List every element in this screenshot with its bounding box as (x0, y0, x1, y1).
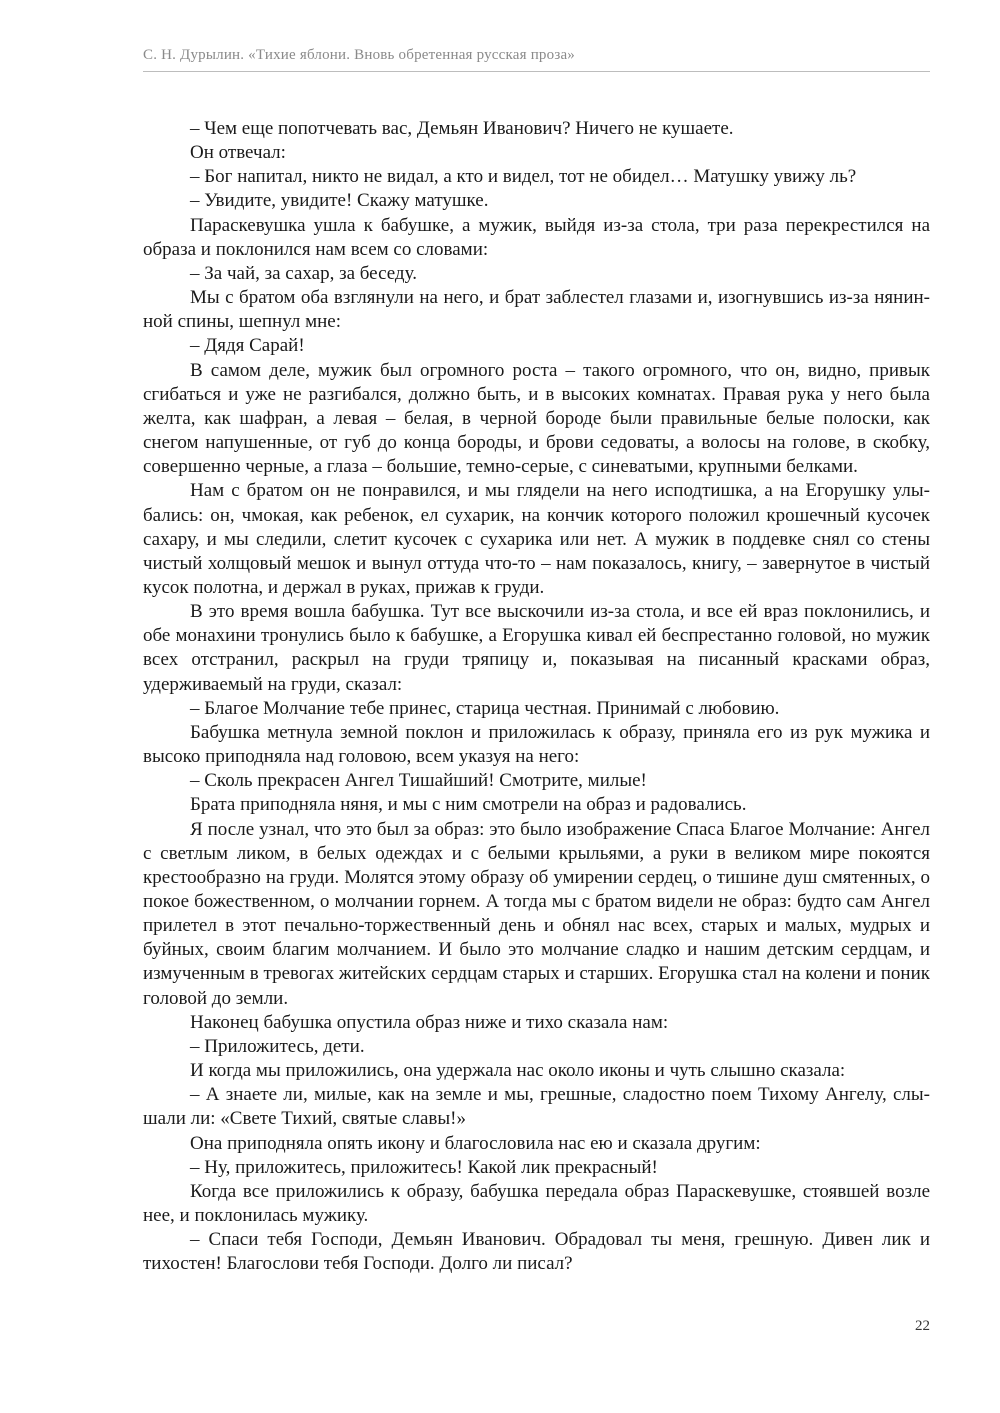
paragraph: В самом деле, мужик был огромного роста – такого огромного, что он, видно, привык сгибаться и уже не разгибался, должно быть, и в высоких комнатах. Правая рука у него была желта, как шафран, а левая – белая, в черной бороде были правильные белые полоски, как снегом напушенные, от губ до конца бороды, и брови седоваты, а волосы на голове, в скобку, совершенно черные, а глаза – большие, темно-серые, с синеватыми, крупными белками. (143, 359, 930, 478)
page-number: 22 (915, 1318, 930, 1334)
running-header: С. Н. Дурылин. «Тихие яблони. Вновь обретенная русская проза» (143, 47, 576, 63)
paragraph: – Ну, приложитесь, приложитесь! Какой лик прекрасный! (190, 1156, 658, 1178)
paragraph: Параскевушка ушла к бабушке, а мужик, выйдя из-за стола, три раза перекрестился на образа и поклонился нам всем со словами: (143, 214, 930, 260)
paragraph: – Благое Молчание тебе принес, старица честная. Принимай с любовию. (190, 697, 780, 719)
paragraph: Нам с братом он не понравился, и мы глядели на него исподтишка, а на Егорушку улыбались: он, чмокая, как ребенок, ел сухарик, на кончик которого положил крошечный кусочек сахару, и мы следили, слетит кусочек с сухарика или нет. А мужик в поддевке снял со стены чистый холщовый мешок и вынул оттуда что-то – нам показалось, книгу, – завернутое в чистый кусок полотна, и держал в руках, прижав к груди. (143, 480, 930, 598)
paragraph: Мы с братом оба взглянули на него, и брат заблестел глазами и, изогнувшись из-за нянинной спины, шепнул мне: (143, 287, 930, 333)
paragraph: – Приложитесь, дети. (190, 1035, 365, 1057)
body-text (143, 117, 930, 1277)
paragraph: – За чай, за сахар, за беседу. (190, 262, 417, 284)
paragraph: – Бог напитал, никто не видал, а кто и видел, тот не обидел… Матушку увижу ль? (190, 166, 857, 188)
paragraph: Наконец бабушка опустила образ ниже и тихо сказала нам: (190, 1011, 669, 1033)
paragraph: – Дядя Сарай! (190, 335, 305, 357)
paragraph: Бабушка метнула земной поклон и приложилась к образу, приняла его из рук мужика и высоко приподняла над головою, всем указуя на него: (143, 721, 930, 768)
paragraph: Когда все приложились к образу, бабушка передала образ Параскевушке, стоявшей возле нее, и поклонилась мужику. (143, 1180, 930, 1227)
paragraph: Я после узнал, что это был за образ: это было изображение Спаса Благое Молчание: Ангел с светлым ликом, в белых одеждах и с белыми крыльями, а руки в великом мире покоятся крестообразно на груди. Молятся этому образу об умирении сердец, о тишине душ смятенных, о покое божественном, о молчании горнем. А тогда мы с братом видели не образ: будто сам Ангел прилетел в этот печально-торжественный день и обнял нас всех, старых и малых, мудрых и буйных, своим благим молчанием. И было это молчание сладко и нашим детским сердцам, и измученным в тревогах житейских сердцам старых и старших. Егорушка стал на колени и поник головой до земли. (143, 818, 930, 1009)
paragraph: Брата приподняла няня, и мы с ним смотрели на образ и радовались. (190, 794, 747, 816)
header-divider (143, 71, 930, 72)
paragraph: – А знаете ли, милые, как на земле и мы, грешные, сладостно поем Тихому Ангелу, слышали ли: «Свете Тихий, святые славы!» (143, 1084, 930, 1130)
paragraph: Он отвечал: (190, 142, 286, 164)
paragraph: И когда мы приложились, она удержала нас около иконы и чуть слышно сказала: (190, 1060, 846, 1082)
paragraph: – Сколь прекрасен Ангел Тишайший! Смотрите, милые! (190, 770, 647, 792)
paragraph: – Чем еще попотчевать вас, Демьян Иванович? Ничего не кушаете. (190, 118, 734, 139)
paragraph: – Спаси тебя Господи, Демьян Иванович. Обрадовал ты меня, грешную. Дивен лик и тихостен! Благослови тебя Господи. Долго ли писал? (143, 1229, 930, 1275)
paragraph: Она приподняла опять икону и благословила нас ею и сказала другим: (190, 1132, 761, 1154)
paragraph: – Увидите, увидите! Скажу матушке. (190, 190, 489, 212)
paragraph: В это время вошла бабушка. Тут все выскочили из-за стола, и все ей враз поклонились, и обе монахини тронулись было к бабушке, а Егорушка кивал ей беспрестанно головой, но мужик всех отстранил, раскрыл на груди тряпицу и, показывая на писанный красками образ, удерживаемый на груди, сказал: (143, 601, 930, 695)
